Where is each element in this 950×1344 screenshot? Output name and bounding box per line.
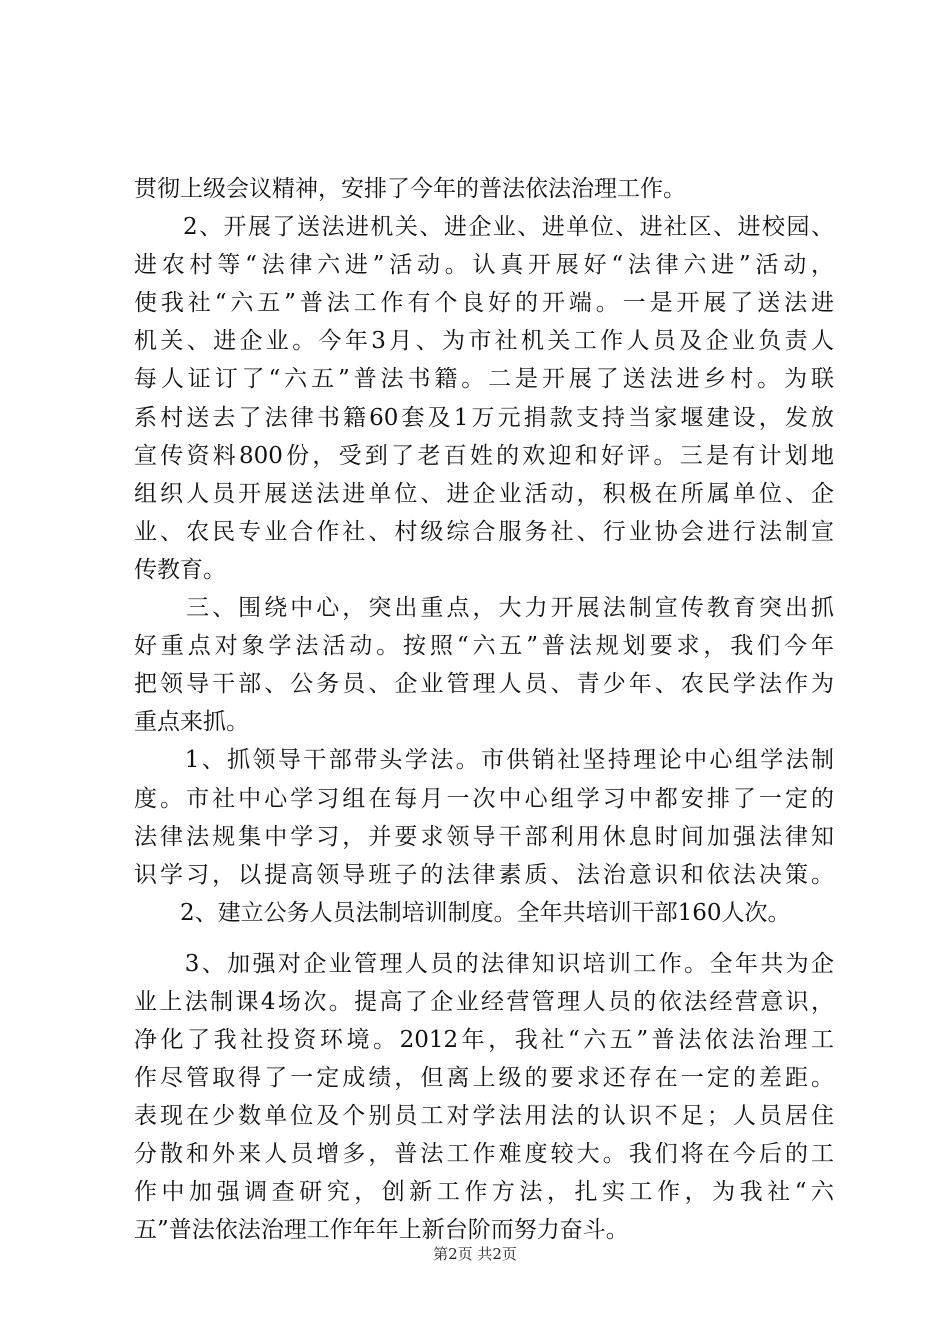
text-line: 作中加强调查研究，创新工作方法，扎实工作，为我社“六 bbox=[134, 1179, 834, 1206]
text-line: 组织人员开展送法进单位、进企业活动，积极在所属单位、企 bbox=[134, 480, 834, 507]
text-line: 机关、进企业。今年3月、为市社机关工作人员及企业负责人 bbox=[134, 328, 834, 355]
text-line: 业上法制课4场次。提高了企业经营管理人员的依法经营意识， bbox=[134, 988, 834, 1015]
text-line: 每人证订了“六五”普法书籍。二是开展了送法进乡村。为联 bbox=[134, 366, 834, 393]
text-line: 系村送去了法律书籍60套及1万元捐款支持当家堰建设，发放 bbox=[134, 404, 834, 431]
text-line: 业、农民专业合作社、村级综合服务社、行业协会进行法制宣 bbox=[134, 518, 834, 545]
text-line: 进农村等“法律六进”活动。认真开展好“法律六进”活动， bbox=[134, 252, 834, 279]
text-line: 好重点对象学法活动。按照“六五”普法规划要求，我们今年 bbox=[134, 633, 834, 660]
text-line: 3、加强对企业管理人员的法律知识培训工作。全年共为企 bbox=[134, 950, 834, 977]
text-line: 净化了我社投资环境。2012年，我社“六五”普法依法治理工 bbox=[134, 1026, 834, 1053]
text-line: 使我社“六五”普法工作有个良好的开端。一是开展了送法进 bbox=[134, 290, 834, 317]
text-line: 2、开展了送法进机关、进企业、进单位、进社区、进校园、 bbox=[134, 214, 834, 241]
text-line: 作尽管取得了一定成绩，但离上级的要求还存在一定的差距。 bbox=[134, 1065, 834, 1092]
document-body bbox=[134, 170, 834, 1250]
text-line: 分散和外来人员增多，普法工作难度较大。我们将在今后的工 bbox=[134, 1141, 834, 1168]
text-line: 传教育。 bbox=[134, 556, 226, 583]
text-line: 把领导干部、公务员、企业管理人员、青少年、农民学法作为 bbox=[134, 671, 834, 698]
text-line: 五”普法依法治理工作年年上新台阶而努力奋斗。 bbox=[134, 1217, 629, 1244]
text-line: 识学习，以提高领导班子的法律素质、法治意识和依法决策。 bbox=[134, 861, 834, 888]
text-line: 宣传资料800份，受到了老百姓的欢迎和好评。三是有计划地 bbox=[134, 442, 834, 469]
page-number-footer: 第2页 共2页 bbox=[433, 1245, 517, 1263]
text-line: 贯彻上级会议精神，安排了今年的普法依法治理工作。 bbox=[134, 176, 686, 202]
text-line: 三、围绕中心，突出重点，大力开展法制宣传教育突出抓 bbox=[134, 595, 834, 622]
text-line: 1、抓领导干部带头学法。市供销社坚持理论中心组学法制 bbox=[134, 747, 834, 774]
text-line: 法律法规集中学习，并要求领导干部利用休息时间加强法律知 bbox=[134, 823, 834, 850]
text-line: 重点来抓。 bbox=[134, 709, 249, 736]
text-line: 度。市社中心学习组在每月一次中心组学习中都安排了一定的 bbox=[134, 785, 834, 812]
text-line: 2、建立公务人员法制培训制度。全年共培训干部160人次。 bbox=[134, 899, 791, 926]
text-line: 表现在少数单位及个别员工对学法用法的认识不足；人员居住 bbox=[134, 1103, 834, 1130]
